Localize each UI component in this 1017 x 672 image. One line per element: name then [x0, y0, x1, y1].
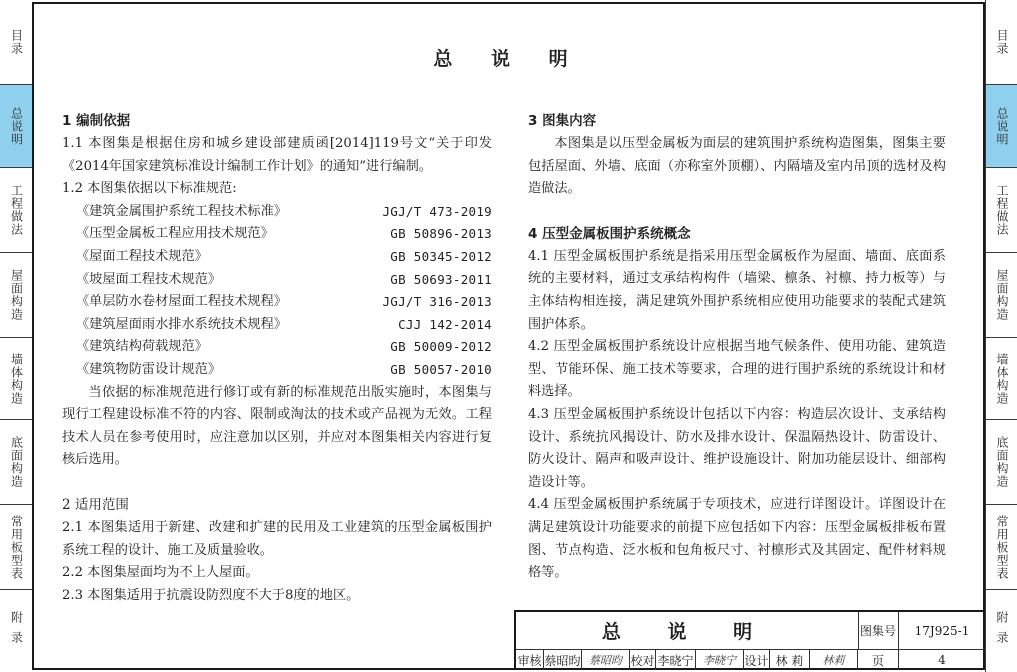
- tab-wall-construction[interactable]: [986, 338, 1017, 420]
- tab-engineering-practice[interactable]: [986, 168, 1017, 253]
- tab-panel-profiles[interactable]: [0, 505, 32, 590]
- page-label: 页: [858, 650, 899, 670]
- reviewer-signature: 蔡昭昀: [582, 650, 630, 670]
- tab-engineering-practice[interactable]: [0, 168, 32, 253]
- standard-row: [62, 269, 492, 292]
- left-column: [62, 110, 492, 607]
- standard-name: 《建筑结构荷载规范》: [76, 339, 208, 355]
- right-chapter-tabs: [985, 0, 1017, 672]
- paragraph: 4.2 压型金属板围护系统设计应根据当地气候条件、使用功能、建筑造型、节能环保、施工技术等要求，合理的进行围护系统的系统设计和材料选择。: [528, 339, 946, 400]
- section-heading: 3 图集内容: [528, 113, 597, 129]
- tab-label: 目录: [995, 29, 1009, 55]
- standard-row: [62, 246, 492, 269]
- tab-label: 附录: [995, 611, 1009, 651]
- tab-general-notes[interactable]: [0, 85, 32, 168]
- title-block-title: 总 说 明: [516, 612, 859, 649]
- left-chapter-tabs: [0, 0, 32, 672]
- designer-name: 林 莉: [770, 650, 810, 670]
- tab-label: 工程做法: [995, 184, 1009, 236]
- paragraph: 4.1 压型金属板围护系统是指采用压型金属板作为屋面、墙面、底面系统的主要材料，通过支承结构构件（墙梁、檩条、衬檩、持力板等）与主体结构相连接，满足建筑外围护系统相应使用功能要求的装配式建筑围护体系。: [528, 248, 946, 332]
- standards-list: [62, 201, 492, 382]
- tab-label: 屋面构造: [995, 269, 1009, 321]
- checker-name: 李晓宁: [656, 650, 696, 670]
- tab-general-notes[interactable]: [986, 85, 1017, 168]
- tab-soffit-construction[interactable]: [0, 420, 32, 505]
- checker-signature: 李晓宁: [696, 650, 744, 670]
- section-heading: 1 编制依据: [62, 113, 131, 129]
- section-heading: 2 适用范围: [62, 496, 129, 513]
- design-label: 设计: [744, 650, 770, 670]
- tab-panel-profiles[interactable]: [986, 505, 1017, 590]
- paragraph: 本图集是以压型金属板为面层的建筑围护系统构造图集，图集主要包括屋面、外墙、底面（亦称室外顶棚）、内隔墙及室内吊顶的选材及构造做法。: [528, 136, 946, 197]
- tab-label: 常用板型表: [995, 514, 1009, 580]
- tab-label: 屋面构造: [9, 269, 24, 321]
- title-block-row-top: [516, 612, 985, 650]
- tab-roof-construction[interactable]: [986, 253, 1017, 338]
- tab-label: 总说明: [995, 106, 1009, 146]
- standard-row: [62, 336, 492, 359]
- tab-label: 总说明: [9, 106, 24, 146]
- check-label: 校对: [630, 650, 656, 670]
- title-block: [514, 610, 985, 670]
- paragraph: 当依据的标准规范进行修订或有新的标准规范出版实施时，本图集与现行工程建设标准不符的内容、限制或淘汰的技术或产品视为无效。工程技术人员在参考使用时，应注意加以区别，并应对本图集相关内容进行复核后选用。: [62, 384, 492, 468]
- standard-name: 《建筑金属围护系统工程技术标准》: [76, 203, 287, 219]
- tab-soffit-construction[interactable]: [986, 420, 1017, 505]
- standard-name: 《单层防水卷材屋面工程技术规程》: [76, 294, 287, 310]
- paragraph: 4.3 压型金属板围护系统设计包括以下内容：构造层次设计、支承结构设计、系统抗风揭设计、防水及排水设计、保温隔热设计、防雷设计、防火设计、隔声和吸声设计、维护设施设计、附加功能层设计、细部构造设计等。: [528, 406, 946, 490]
- tab-label: 底面构造: [9, 436, 24, 488]
- tab-contents[interactable]: [986, 0, 1017, 85]
- standard-code: JGJ/T 473-2019: [382, 203, 492, 219]
- standard-code: GB 50057-2010: [390, 361, 492, 377]
- paragraph: 4.4 压型金属板围护系统属于专项技术，应进行详图设计。详图设计在满足建筑设计功能要求的前提下应包括如下内容：压型金属板排板布置图、节点构造、泛水板和包角板尺寸、衬檩形式及其固定、配件材料规格等。: [528, 497, 946, 581]
- atlas-number-label: 图集号: [858, 612, 899, 649]
- tab-contents[interactable]: [0, 0, 32, 85]
- standard-row: [62, 314, 492, 337]
- tab-label: 目录: [9, 29, 24, 55]
- tab-label: 常用板型表: [9, 514, 24, 580]
- tab-label: 墙体构造: [9, 352, 24, 405]
- standard-name: 《坡屋面工程技术规范》: [76, 271, 222, 287]
- standard-row: [62, 291, 492, 314]
- atlas-number: 17J925-1: [914, 623, 970, 638]
- tab-label: 底面构造: [995, 436, 1009, 488]
- tab-wall-construction[interactable]: [0, 338, 32, 420]
- standard-name: 《建筑屋面雨水排水系统技术规程》: [76, 316, 287, 332]
- drawing-frame: [32, 2, 985, 670]
- standard-code: GB 50896-2013: [390, 226, 492, 242]
- tab-appendix[interactable]: [986, 590, 1017, 672]
- standard-code: GB 50009-2012: [390, 339, 492, 355]
- page-number: 4: [938, 653, 946, 667]
- title-block-row-bottom: [516, 650, 985, 670]
- designer-signature: 林莉: [810, 650, 858, 670]
- standard-row: [62, 359, 492, 382]
- paragraph: 1.1 本图集是根据住房和城乡建设部建质函[2014]119号文“关于印发《2014年国家建筑标准设计编制工作计划》的通知”进行编制。: [62, 136, 492, 174]
- section-heading: 4 压型金属板围护系统概念: [528, 225, 691, 242]
- standard-code: CJJ 142-2014: [398, 316, 492, 332]
- right-column: [528, 110, 946, 585]
- paragraph: 2.3 本图集适用于抗震设防烈度不大于8度的地区。: [62, 587, 360, 603]
- standard-name: 《压型金属板工程应用技术规范》: [76, 226, 274, 242]
- standard-code: GB 50693-2011: [390, 271, 492, 287]
- standard-row: [62, 201, 492, 224]
- tab-appendix[interactable]: [0, 590, 32, 672]
- standard-code: JGJ/T 316-2013: [382, 294, 492, 310]
- reviewer-name: 蔡昭昀: [544, 650, 582, 670]
- standard-name: 《屋面工程技术规范》: [76, 248, 208, 264]
- page-title: 总 说 明: [433, 48, 584, 70]
- tab-label: 墙体构造: [995, 352, 1009, 405]
- standard-name: 《建筑物防雷设计规范》: [76, 361, 222, 377]
- tab-label: 附录: [9, 611, 24, 651]
- review-label: 审核: [516, 650, 544, 670]
- paragraph: 2.1 本图集适用于新建、改建和扩建的民用及工业建筑的压型金属板围护系统工程的设计、施工及质量验收。: [62, 519, 492, 558]
- tab-label: 工程做法: [9, 184, 24, 236]
- paragraph: 2.2 本图集屋面均为不上人屋面。: [62, 565, 259, 581]
- standard-code: GB 50345-2012: [390, 248, 492, 264]
- paragraph: 1.2 本图集依据以下标准规范:: [62, 181, 237, 197]
- tab-roof-construction[interactable]: [0, 253, 32, 338]
- standard-row: [62, 223, 492, 246]
